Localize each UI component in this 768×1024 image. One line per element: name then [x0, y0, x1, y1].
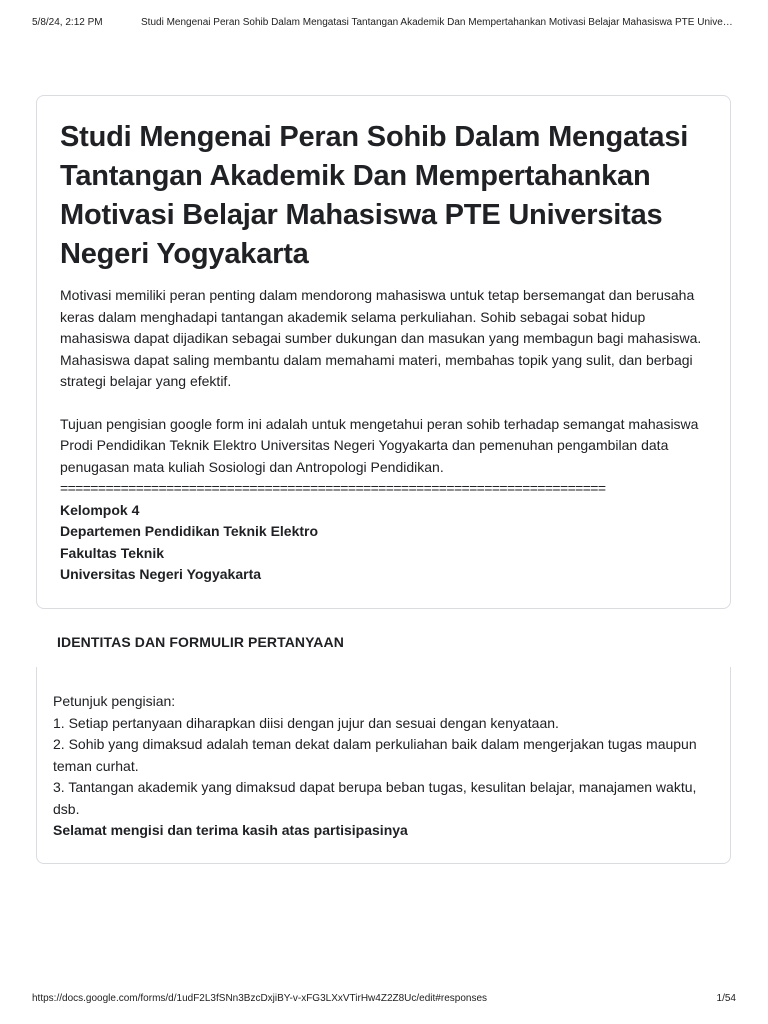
university-name: Universitas Negeri Yogyakarta [60, 566, 262, 582]
faculty-name: Fakultas Teknik [60, 544, 165, 561]
section-title: IDENTITAS DAN FORMULIR PERTANYAAN [57, 634, 344, 650]
paragraph-gap [60, 393, 707, 414]
print-page-number: 1/54 [716, 993, 736, 1004]
description-paragraph-2: Tujuan pengisian google form ini adalah untuk mengetahui peran sohib terhadap semangat mahasiswa Prodi Pendidikan Teknik Elektro Universitas Negeri Yogyakarta dan pemenuhan pengambilan data penugasan mata kuliah Sosiologi dan Antropologi Pendidikan. [60, 415, 699, 475]
description-separator: ======================================================================== [60, 480, 606, 496]
instruction-item-2: 2. Sohib yang dimaksud adalah teman dekat dalam perkuliahan baik dalam mengerjakan tugas maupun teman curhat. [53, 736, 697, 774]
print-document-title: Studi Mengenai Peran Sohib Dalam Mengatasi Tantangan Akademik Dan Mempertahankan Motivasi Belajar Mahasiswa PTE Unive… [141, 17, 733, 28]
instructions-closing: Selamat mengisi dan terima kasih atas partisipasinya [53, 822, 408, 838]
group-name: Kelompok 4 [60, 501, 140, 518]
form-title: Studi Mengenai Peran Sohib Dalam Mengatasi Tantangan Akademik Dan Mempertahankan Motivasi Belajar Mahasiswa PTE Universitas Negeri Yogyakarta [60, 121, 689, 270]
department-name: Departemen Pendidikan Teknik Elektro [60, 523, 319, 539]
print-header [32, 17, 736, 31]
instructions-block [53, 691, 714, 842]
print-footer [32, 993, 736, 1007]
instruction-item-3: 3. Tantangan akademik yang dimaksud dapat berupa beban tugas, kesulitan belajar, manajamen waktu, dsb. [53, 779, 697, 817]
instructions-heading: Petunjuk pengisian: [53, 693, 176, 709]
form-description [60, 285, 707, 586]
section-instructions-card [36, 667, 731, 864]
instruction-item-1: 1. Setiap pertanyaan diharapkan diisi dengan jujur dan sesuai dengan kenyataan. [53, 714, 559, 731]
form-header-card [36, 95, 731, 609]
description-paragraph-1: Motivasi memiliki peran penting dalam mendorong mahasiswa untuk tetap bersemangat dan berusaha keras dalam menghadapi tantangan akademik selama perkuliahan. Sohib sebagai sobat hidup mahasiswa dapat dijadikan sebagai sumber dukungan dan masukan yang membagun bagi mahasiswa. Mahasiswa dapat saling membantu dalam memahami materi, membahas topik yang sulit, dan berbagi strategi belajar yang efektif. [60, 287, 702, 389]
print-date: 5/8/24, 2:12 PM [32, 17, 103, 28]
print-url: https://docs.google.com/forms/d/1udF2L3fSNn3BzcDxjiBY-v-xFG3LXxVTirHw4Z2Z8Uc/edit#responses [32, 993, 488, 1004]
